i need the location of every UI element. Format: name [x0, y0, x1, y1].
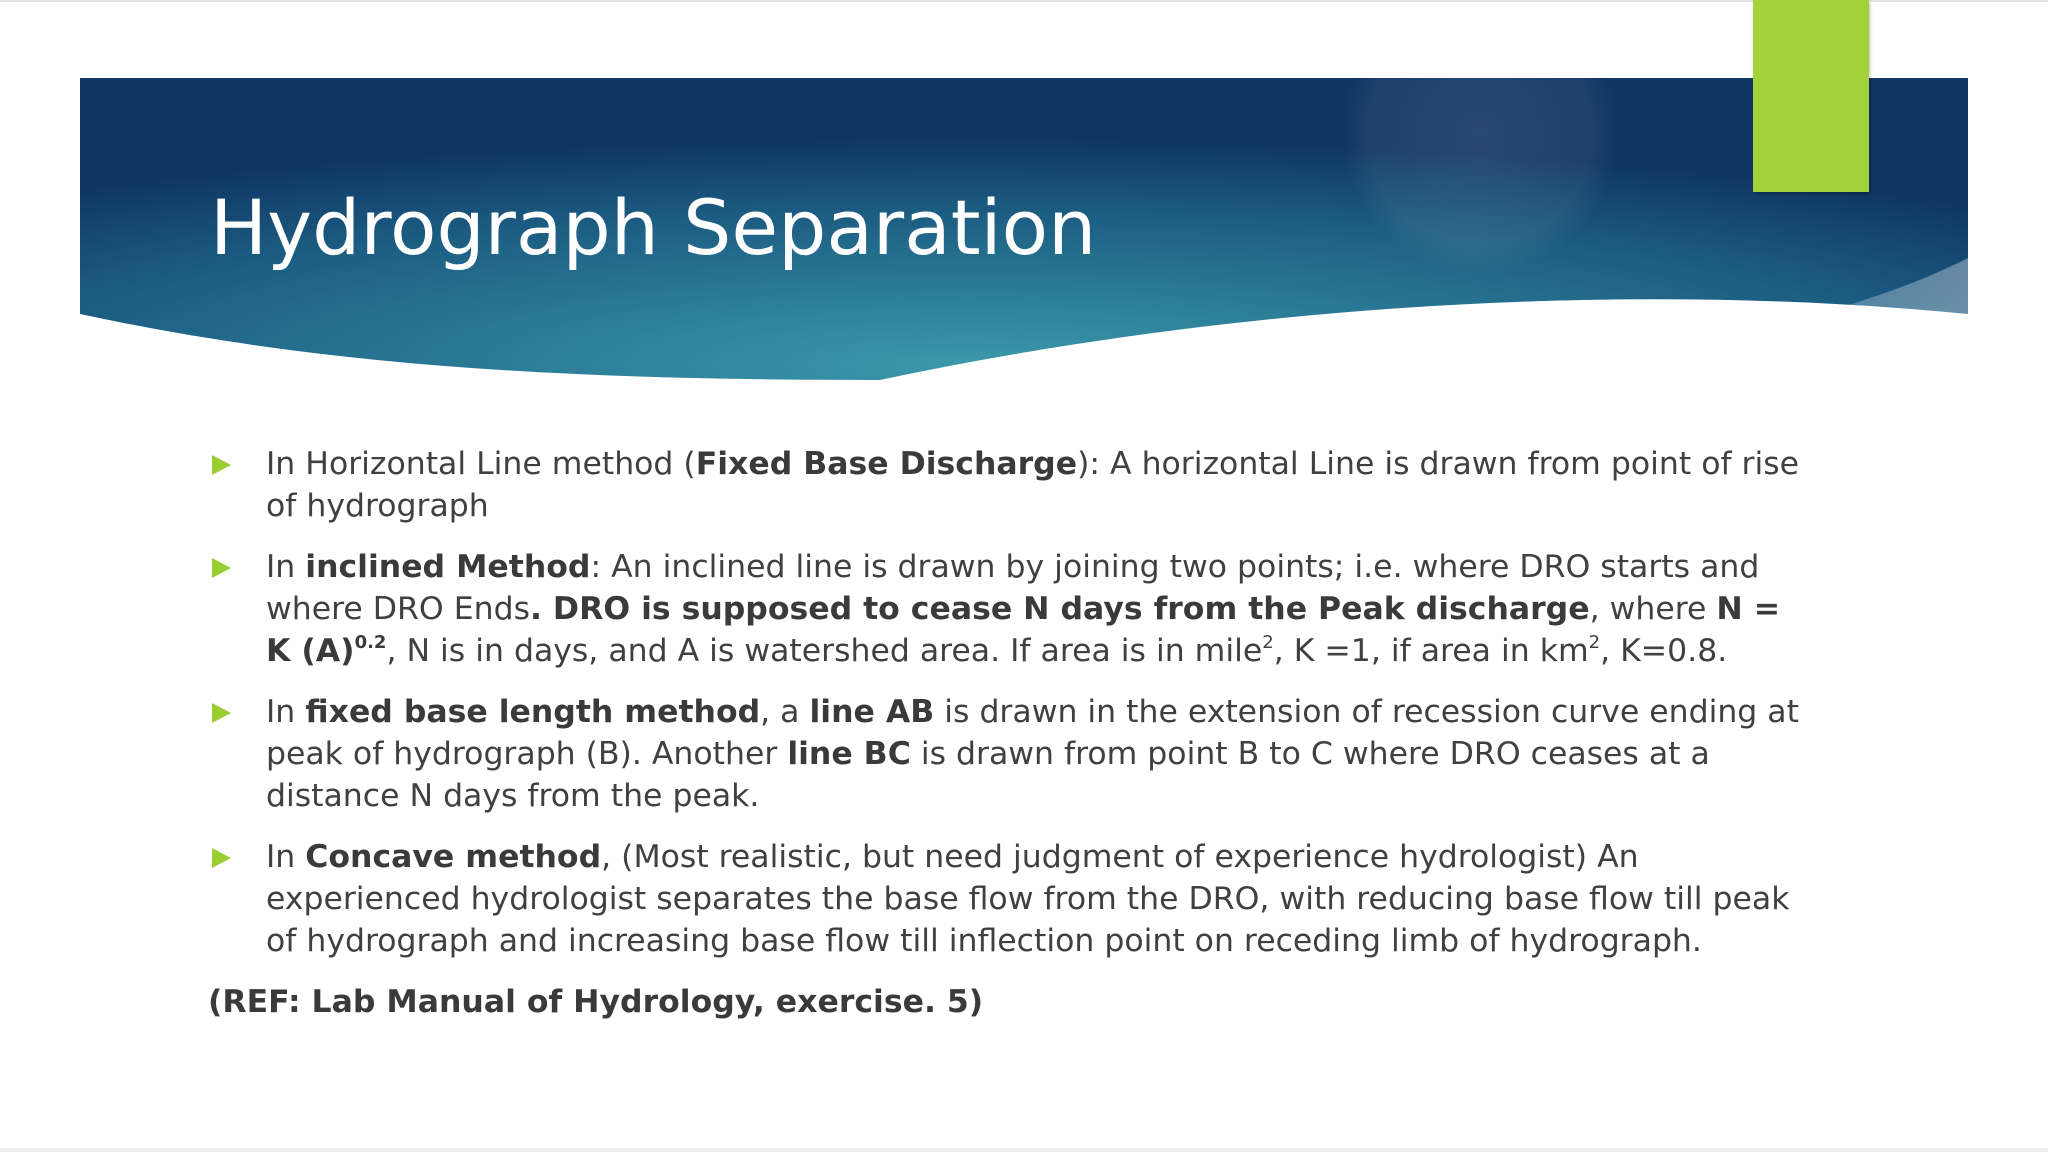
text-segment-bold: line AB: [809, 694, 935, 730]
text-segment: In: [266, 694, 306, 730]
slide-content: [208, 443, 1808, 1023]
text-segment-bold: line BC: [787, 736, 911, 772]
text-segment-bold: N = K (A): [266, 591, 1781, 669]
text-segment-bold: fixed base length method: [305, 694, 761, 730]
text-segment: , N is in days, and A is watershed area. If area is in mile: [386, 633, 1263, 669]
bullet-text: [266, 839, 1789, 959]
text-segment-bold: . DRO is supposed to cease N days from the Peak discharge: [529, 591, 1590, 627]
top-divider: [0, 0, 2048, 2]
superscript: 2: [1588, 631, 1601, 653]
text-segment: , where: [1589, 591, 1717, 627]
text-segment-bold: inclined Method: [305, 549, 591, 585]
text-segment: In: [266, 549, 306, 585]
text-segment: , a: [760, 694, 810, 730]
bullet-list: [208, 443, 1808, 962]
slide-title: Hydrograph Separation: [210, 183, 1097, 272]
text-segment-bold: Concave method: [305, 839, 602, 875]
triangle-bullet-icon: [212, 455, 231, 475]
triangle-bullet-icon: [212, 848, 231, 868]
text-segment: , (Most realistic, but need judgment of experience hydrologist) An experienced hydrologist separates the base flow from the DRO, with reducing base flow till peak of hydrograph and increasing base flow till inflection point on receding limb of hydrograph.: [266, 839, 1790, 959]
triangle-bullet-icon: [212, 558, 231, 578]
bullet-item: [208, 691, 1808, 817]
bullet-item: [208, 443, 1808, 527]
text-segment: ): A horizontal Line is drawn from point of rise of hydrograph: [266, 446, 1800, 524]
text-segment: is drawn from point B to C where DRO ceases at a distance N days from the peak.: [266, 736, 1710, 814]
bullet-text: [266, 694, 1799, 814]
accent-tab: [1753, 0, 1869, 192]
superscript: 2: [1262, 631, 1274, 653]
text-segment: : An inclined line is drawn by joining two points; i.e. where DRO starts and where DRO Ends: [266, 549, 1760, 627]
text-segment: In Horizontal Line method (: [266, 446, 696, 482]
text-segment: , K =1, if area in km: [1273, 633, 1589, 669]
bullet-text: [266, 446, 1799, 524]
superscript: 0.2: [354, 631, 387, 653]
text-segment: , K=0.8.: [1600, 633, 1728, 669]
reference-note: (REF: Lab Manual of Hydrology, exercise. 5): [208, 984, 984, 1020]
bullet-item: [208, 836, 1808, 962]
text-segment: is drawn in the extension of recession curve ending at peak of hydrograph (B). Another: [266, 694, 1799, 772]
triangle-bullet-icon: [212, 703, 231, 723]
text-segment-bold: Fixed Base Discharge: [695, 446, 1078, 482]
bullet-text: [266, 549, 1780, 669]
bottom-divider: [0, 1148, 2048, 1152]
bullet-item: [208, 546, 1808, 672]
text-segment: In: [266, 839, 306, 875]
